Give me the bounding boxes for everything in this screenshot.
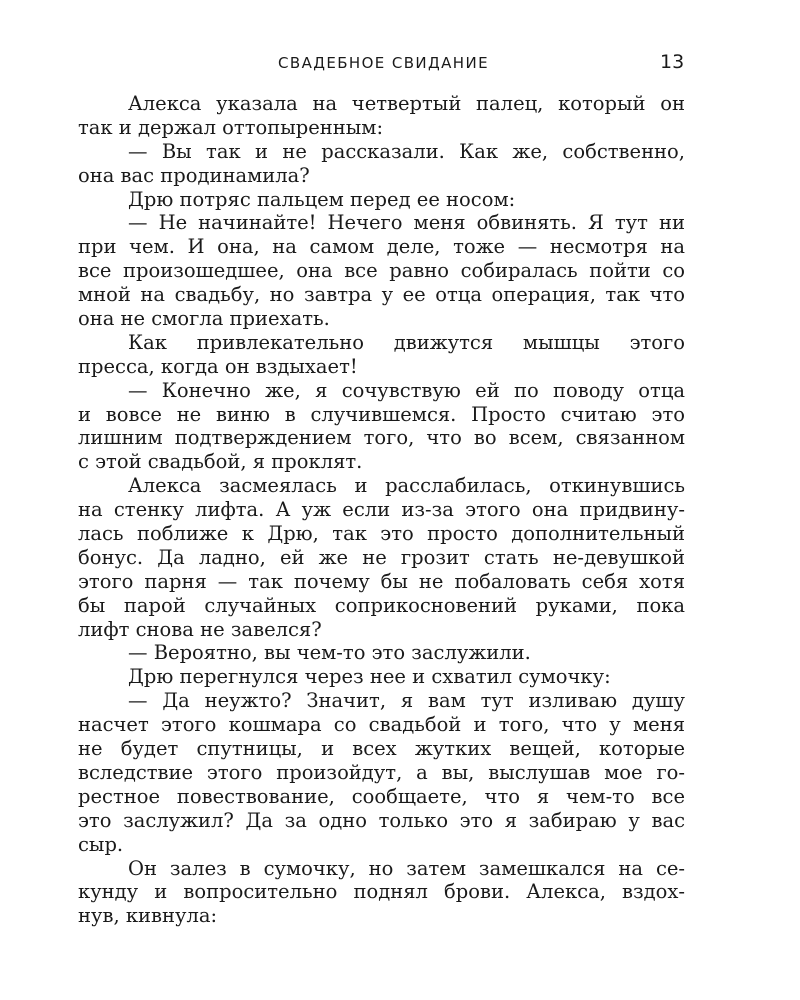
text-line: сыр.	[78, 832, 124, 856]
text-line: на стенку лифта. А уж если из-за этого она придвину-	[78, 498, 685, 522]
text-line: насчет этого кошмара со свадьбой и того, что у меня	[78, 713, 685, 737]
text-line: мной на свадьбу, но завтра у ее отца операция, так что	[78, 283, 685, 307]
text-line: вследствие этого произойдут, а вы, выслушав мое го-	[78, 760, 685, 784]
text-line: — Не начинайте! Нечего меня обвинять. Я тут ни	[128, 211, 685, 235]
text-line: лась поближе к Дрю, так это просто дополнительный	[78, 522, 685, 546]
text-line: с этой свадьбой, я проклят.	[78, 450, 363, 474]
text-line: Как привлекательно движутся мышцы этого	[128, 330, 685, 354]
text-line: бы парой случайных соприкосновений руками, пока	[78, 593, 685, 617]
text-line: бонус. Да ладно, ей же не грозит стать не-девушкой	[78, 545, 685, 569]
text-line: Дрю потряс пальцем перед ее носом:	[128, 187, 516, 211]
text-line: Алекса указала на четвертый палец, который он	[128, 92, 685, 115]
text-line: это заслужил? Да за одно только это я забираю у вас	[78, 808, 685, 832]
text-line: — Конечно же, я сочувствую ей по поводу отца	[128, 378, 685, 402]
text-line: лифт снова не завелся?	[78, 617, 322, 641]
text-line: Он залез в сумочку, но затем замешкался на се-	[128, 856, 685, 880]
text-line: она не смогла приехать.	[78, 307, 330, 331]
text-line: пресса, когда он вздыхает!	[78, 354, 358, 378]
text-line: так и держал оттопыренным:	[78, 115, 384, 139]
text-line: не будет спутницы, и всех жутких вещей, которые	[78, 737, 685, 761]
running-header-title: СВАДЕБНОЕ СВИДАНИЕ	[278, 54, 489, 72]
text-line: этого парня — так почему бы не побаловать себя хотя	[78, 569, 685, 593]
text-line: рестное повествование, сообщаете, что я чем-то все	[78, 784, 685, 808]
text-line: нув, кивнула:	[78, 904, 218, 928]
text-line: лишним подтверждением того, что во всем, связанном	[78, 426, 685, 450]
text-line: все произошедшее, она все равно собиралась пойти со	[78, 259, 685, 283]
text-line: Алекса засмеялась и расслабилась, откинувшись	[128, 474, 685, 498]
text-line: кунду и вопросительно поднял брови. Алекса, вздох-	[78, 880, 685, 904]
text-line: — Да неужто? Значит, я вам тут изливаю душу	[128, 689, 685, 713]
text-line: Дрю перегнулся через нее и схватил сумочку:	[128, 665, 611, 689]
text-line: — Вероятно, вы чем-то это заслужили.	[128, 641, 531, 665]
page-number: 13	[660, 51, 685, 73]
text-line: и вовсе не виню в случившемся. Просто считаю это	[78, 402, 685, 426]
text-line: — Вы так и не рассказали. Как же, собственно,	[128, 139, 685, 163]
text-line: при чем. И она, на самом деле, тоже — несмотря на	[78, 235, 685, 259]
text-line: она вас продинамила?	[78, 163, 310, 187]
body-text	[78, 92, 685, 928]
